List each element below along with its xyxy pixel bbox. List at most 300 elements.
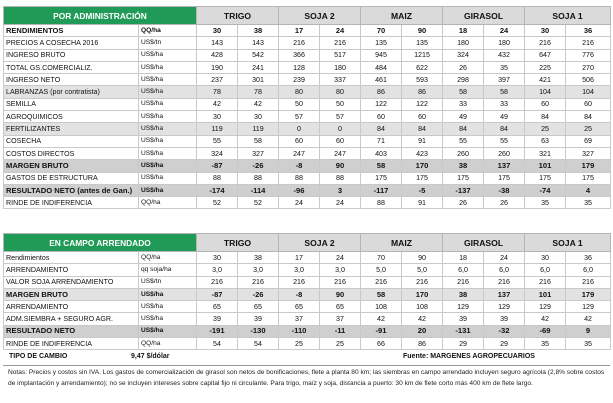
value-cell: 180 bbox=[320, 61, 361, 73]
value-cell: -38 bbox=[484, 184, 525, 196]
value-cell: 101 bbox=[525, 288, 566, 300]
value-cell: 135 bbox=[402, 37, 443, 49]
value-cell: 84 bbox=[443, 123, 484, 135]
value-cell: 225 bbox=[525, 61, 566, 73]
value-cell: 5,0 bbox=[402, 264, 443, 276]
value-cell: 190 bbox=[197, 61, 238, 73]
table-row bbox=[4, 325, 611, 337]
value-cell: 366 bbox=[279, 49, 320, 61]
value-cell: -191 bbox=[197, 325, 238, 337]
value-cell: 38 bbox=[238, 25, 279, 37]
row-unit: US$/tn bbox=[139, 37, 197, 49]
row-label: GASTOS DE ESTRUCTURA bbox=[4, 172, 139, 184]
value-cell: 6,0 bbox=[566, 264, 611, 276]
value-cell: 91 bbox=[402, 197, 443, 209]
footer-divider bbox=[3, 365, 610, 366]
table-row bbox=[4, 276, 611, 288]
value-cell: 30 bbox=[197, 252, 238, 264]
value-cell: 25 bbox=[566, 123, 611, 135]
value-cell: 260 bbox=[484, 147, 525, 159]
value-cell: 90 bbox=[320, 288, 361, 300]
value-cell: 129 bbox=[443, 301, 484, 313]
row-label: TOTAL GS.COMERCIALIZ. bbox=[4, 61, 139, 73]
value-cell: 84 bbox=[484, 123, 525, 135]
value-cell: 216 bbox=[443, 276, 484, 288]
section-title: EN CAMPO ARRENDADO bbox=[4, 234, 197, 252]
value-cell: 647 bbox=[525, 49, 566, 61]
value-cell: 6,0 bbox=[484, 264, 525, 276]
rent-margin-table bbox=[3, 233, 611, 350]
row-label: RINDE DE INDIFERENCIA bbox=[4, 197, 139, 209]
value-cell: 593 bbox=[402, 74, 443, 86]
value-cell: 29 bbox=[484, 338, 525, 350]
crop-header: TRIGO bbox=[197, 7, 279, 25]
value-cell: -11 bbox=[320, 325, 361, 337]
value-cell: 324 bbox=[197, 147, 238, 159]
value-cell: 65 bbox=[320, 301, 361, 313]
row-unit: US$/ha bbox=[139, 301, 197, 313]
value-cell: 86 bbox=[402, 338, 443, 350]
row-label: COSECHA bbox=[4, 135, 139, 147]
value-cell: 29 bbox=[443, 338, 484, 350]
value-cell: -8 bbox=[279, 288, 320, 300]
value-cell: 143 bbox=[197, 37, 238, 49]
row-unit: US$/ha bbox=[139, 111, 197, 123]
row-label: LABRANZAS (por contratista) bbox=[4, 86, 139, 98]
value-cell: 50 bbox=[320, 98, 361, 110]
row-unit: US$/ha bbox=[139, 184, 197, 196]
value-cell: 298 bbox=[443, 74, 484, 86]
value-cell: 52 bbox=[197, 197, 238, 209]
value-cell: 84 bbox=[566, 111, 611, 123]
value-cell: 216 bbox=[525, 37, 566, 49]
value-cell: 143 bbox=[238, 37, 279, 49]
section-title: POR ADMINISTRACIÓN bbox=[4, 7, 197, 25]
row-unit: QQ/ha bbox=[139, 25, 197, 37]
value-cell: 39 bbox=[443, 313, 484, 325]
row-label: RESULTADO NETO (antes de Gan.) bbox=[4, 184, 139, 196]
value-cell: 49 bbox=[484, 111, 525, 123]
value-cell: 216 bbox=[320, 37, 361, 49]
row-unit: US$/ha bbox=[139, 172, 197, 184]
row-label: RENDIMIENTOS bbox=[4, 25, 139, 37]
value-cell: 25 bbox=[279, 338, 320, 350]
value-cell: 38 bbox=[238, 252, 279, 264]
value-cell: 37 bbox=[279, 313, 320, 325]
value-cell: 327 bbox=[566, 147, 611, 159]
value-cell: -26 bbox=[238, 160, 279, 172]
admin-table-body bbox=[4, 7, 611, 209]
value-cell: 216 bbox=[279, 37, 320, 49]
value-cell: 216 bbox=[238, 276, 279, 288]
table-row bbox=[4, 252, 611, 264]
value-cell: 129 bbox=[525, 301, 566, 313]
row-unit: US$/ha bbox=[139, 160, 197, 172]
value-cell: 1215 bbox=[402, 49, 443, 61]
crop-header: SOJA 1 bbox=[525, 7, 611, 25]
table-row bbox=[4, 111, 611, 123]
value-cell: 30 bbox=[525, 252, 566, 264]
row-label: SEMILLA bbox=[4, 98, 139, 110]
value-cell: 88 bbox=[238, 172, 279, 184]
table-row bbox=[4, 313, 611, 325]
crop-header: GIRASOL bbox=[443, 7, 525, 25]
value-cell: 84 bbox=[402, 123, 443, 135]
row-unit: US$/ha bbox=[139, 313, 197, 325]
row-label: MARGEN BRUTO bbox=[4, 288, 139, 300]
value-cell: 90 bbox=[320, 160, 361, 172]
value-cell: 90 bbox=[402, 252, 443, 264]
row-label: MARGEN BRUTO bbox=[4, 160, 139, 172]
value-cell: 216 bbox=[197, 276, 238, 288]
value-cell: 17 bbox=[279, 252, 320, 264]
value-cell: -26 bbox=[238, 288, 279, 300]
table-row bbox=[4, 288, 611, 300]
value-cell: 3,0 bbox=[279, 264, 320, 276]
value-cell: 42 bbox=[402, 313, 443, 325]
value-cell: 60 bbox=[402, 111, 443, 123]
value-cell: 35 bbox=[484, 61, 525, 73]
value-cell: 135 bbox=[361, 37, 402, 49]
value-cell: 91 bbox=[402, 135, 443, 147]
value-cell: 49 bbox=[443, 111, 484, 123]
crop-header: SOJA 1 bbox=[525, 234, 611, 252]
admin-margin-table bbox=[3, 6, 611, 209]
row-unit: US$/ha bbox=[139, 86, 197, 98]
value-cell: 129 bbox=[566, 301, 611, 313]
table-row bbox=[4, 160, 611, 172]
value-cell: 78 bbox=[238, 86, 279, 98]
value-cell: 3,0 bbox=[320, 264, 361, 276]
value-cell: 175 bbox=[361, 172, 402, 184]
value-cell: 506 bbox=[566, 74, 611, 86]
value-cell: 86 bbox=[402, 86, 443, 98]
row-label: INGRESO NETO bbox=[4, 74, 139, 86]
row-unit: US$/ha bbox=[139, 135, 197, 147]
value-cell: -130 bbox=[238, 325, 279, 337]
value-cell: 216 bbox=[402, 276, 443, 288]
value-cell: 327 bbox=[238, 147, 279, 159]
value-cell: 78 bbox=[197, 86, 238, 98]
value-cell: 24 bbox=[320, 252, 361, 264]
value-cell: 247 bbox=[279, 147, 320, 159]
table-row bbox=[4, 135, 611, 147]
value-cell: 80 bbox=[279, 86, 320, 98]
table-row bbox=[4, 172, 611, 184]
value-cell: -137 bbox=[443, 184, 484, 196]
value-cell: 137 bbox=[484, 288, 525, 300]
value-cell: 270 bbox=[566, 61, 611, 73]
crop-header: GIRASOL bbox=[443, 234, 525, 252]
value-cell: 26 bbox=[443, 61, 484, 73]
value-cell: 35 bbox=[566, 197, 611, 209]
row-unit: US$/ha bbox=[139, 123, 197, 135]
value-cell: 301 bbox=[238, 74, 279, 86]
value-cell: 35 bbox=[566, 338, 611, 350]
value-cell: 216 bbox=[484, 276, 525, 288]
value-cell: 58 bbox=[238, 135, 279, 147]
value-cell: 432 bbox=[484, 49, 525, 61]
value-cell: 55 bbox=[197, 135, 238, 147]
value-cell: 90 bbox=[402, 25, 443, 37]
value-cell: 55 bbox=[443, 135, 484, 147]
exchange-rate-label: TIPO DE CAMBIO bbox=[9, 353, 68, 360]
row-label: Rendimientos bbox=[4, 252, 139, 264]
value-cell: 26 bbox=[484, 197, 525, 209]
value-cell: 60 bbox=[566, 98, 611, 110]
value-cell: 42 bbox=[525, 313, 566, 325]
value-cell: 170 bbox=[402, 160, 443, 172]
value-cell: 216 bbox=[566, 276, 611, 288]
value-cell: 88 bbox=[197, 172, 238, 184]
value-cell: 88 bbox=[361, 197, 402, 209]
value-cell: 128 bbox=[279, 61, 320, 73]
value-cell: -96 bbox=[279, 184, 320, 196]
value-cell: 88 bbox=[320, 172, 361, 184]
value-cell: 104 bbox=[525, 86, 566, 98]
value-cell: 66 bbox=[361, 338, 402, 350]
value-cell: 71 bbox=[361, 135, 402, 147]
exchange-rate-value: 9,47 $/dólar bbox=[131, 353, 170, 360]
value-cell: 54 bbox=[197, 338, 238, 350]
value-cell: 180 bbox=[443, 37, 484, 49]
header-row bbox=[4, 234, 611, 252]
value-cell: 129 bbox=[484, 301, 525, 313]
table-row bbox=[4, 37, 611, 49]
value-cell: 24 bbox=[279, 197, 320, 209]
row-label: VALOR SOJA ARRENDAMIENTO bbox=[4, 276, 139, 288]
value-cell: 175 bbox=[402, 172, 443, 184]
value-cell: 622 bbox=[402, 61, 443, 73]
value-cell: 33 bbox=[484, 98, 525, 110]
value-cell: 42 bbox=[197, 98, 238, 110]
value-cell: 776 bbox=[566, 49, 611, 61]
value-cell: 18 bbox=[443, 252, 484, 264]
table-row bbox=[4, 74, 611, 86]
crop-header: SOJA 2 bbox=[279, 7, 361, 25]
value-cell: 30 bbox=[197, 25, 238, 37]
value-cell: 60 bbox=[320, 135, 361, 147]
value-cell: 0 bbox=[279, 123, 320, 135]
table-row bbox=[4, 61, 611, 73]
value-cell: 26 bbox=[443, 197, 484, 209]
value-cell: 108 bbox=[361, 301, 402, 313]
value-cell: 119 bbox=[238, 123, 279, 135]
value-cell: -87 bbox=[197, 288, 238, 300]
crop-header: TRIGO bbox=[197, 234, 279, 252]
value-cell: 60 bbox=[279, 135, 320, 147]
value-cell: 58 bbox=[361, 288, 402, 300]
value-cell: 3,0 bbox=[238, 264, 279, 276]
table-row bbox=[4, 184, 611, 196]
value-cell: -114 bbox=[238, 184, 279, 196]
value-cell: 30 bbox=[525, 25, 566, 37]
value-cell: 58 bbox=[484, 86, 525, 98]
value-cell: 69 bbox=[566, 135, 611, 147]
value-cell: 108 bbox=[402, 301, 443, 313]
value-cell: 70 bbox=[361, 252, 402, 264]
row-label: ARRENDAMIENTO bbox=[4, 301, 139, 313]
value-cell: 175 bbox=[443, 172, 484, 184]
value-cell: 104 bbox=[566, 86, 611, 98]
value-cell: 25 bbox=[320, 338, 361, 350]
value-cell: 38 bbox=[443, 160, 484, 172]
value-cell: -8 bbox=[279, 160, 320, 172]
value-cell: 54 bbox=[238, 338, 279, 350]
value-cell: 241 bbox=[238, 61, 279, 73]
value-cell: -110 bbox=[279, 325, 320, 337]
value-cell: 216 bbox=[566, 37, 611, 49]
row-unit: qq soja/ha bbox=[139, 264, 197, 276]
exchange-rate-row bbox=[3, 353, 610, 364]
value-cell: 6,0 bbox=[525, 264, 566, 276]
value-cell: 3,0 bbox=[197, 264, 238, 276]
value-cell: 24 bbox=[320, 25, 361, 37]
row-label: FERTILIZANTES bbox=[4, 123, 139, 135]
value-cell: -5 bbox=[402, 184, 443, 196]
value-cell: 122 bbox=[361, 98, 402, 110]
value-cell: 36 bbox=[566, 25, 611, 37]
row-unit: US$/ha bbox=[139, 325, 197, 337]
value-cell: -91 bbox=[361, 325, 402, 337]
value-cell: 60 bbox=[361, 111, 402, 123]
value-cell: -32 bbox=[484, 325, 525, 337]
value-cell: 337 bbox=[320, 74, 361, 86]
row-label: ADM.SIEMBRA + SEGURO AGR. bbox=[4, 313, 139, 325]
value-cell: 55 bbox=[484, 135, 525, 147]
table-row bbox=[4, 25, 611, 37]
value-cell: 39 bbox=[197, 313, 238, 325]
value-cell: 179 bbox=[566, 160, 611, 172]
crop-header: MAIZ bbox=[361, 234, 443, 252]
table-row bbox=[4, 86, 611, 98]
value-cell: 86 bbox=[361, 86, 402, 98]
value-cell: 461 bbox=[361, 74, 402, 86]
value-cell: 35 bbox=[525, 338, 566, 350]
value-cell: 24 bbox=[484, 25, 525, 37]
table-row bbox=[4, 98, 611, 110]
header-row bbox=[4, 7, 611, 25]
value-cell: 247 bbox=[320, 147, 361, 159]
value-cell: 65 bbox=[197, 301, 238, 313]
value-cell: 60 bbox=[525, 98, 566, 110]
row-label: AGROQUIMICOS bbox=[4, 111, 139, 123]
notes-text: Notas: Precios y costos sin IVA. Los gastos de comercialización de girasol son netos de bonificaciones, flete a planta 80 km; las siembras en campo arrendado incluyen seguro agrícola (2,8% sobre costos de implantación y arrendamiento); no se incluyen intereses sobre capital fijo ni circulante. Para trigo, maíz y soja, distancia a puerto: 30 km de flete corto más 400 km de flete largo. bbox=[8, 369, 605, 387]
value-cell: 5,0 bbox=[361, 264, 402, 276]
row-label: COSTOS DIRECTOS bbox=[4, 147, 139, 159]
row-unit: QQ/ha bbox=[139, 338, 197, 350]
value-cell: 24 bbox=[320, 197, 361, 209]
value-cell: 321 bbox=[525, 147, 566, 159]
value-cell: 70 bbox=[361, 25, 402, 37]
value-cell: 122 bbox=[402, 98, 443, 110]
row-unit: US$/ha bbox=[139, 61, 197, 73]
value-cell: 137 bbox=[484, 160, 525, 172]
value-cell: 945 bbox=[361, 49, 402, 61]
value-cell: 216 bbox=[320, 276, 361, 288]
value-cell: 65 bbox=[279, 301, 320, 313]
value-cell: 42 bbox=[361, 313, 402, 325]
row-label: RESULTADO NETO bbox=[4, 325, 139, 337]
value-cell: 175 bbox=[484, 172, 525, 184]
value-cell: 80 bbox=[320, 86, 361, 98]
value-cell: 421 bbox=[525, 74, 566, 86]
value-cell: -74 bbox=[525, 184, 566, 196]
value-cell: 3 bbox=[320, 184, 361, 196]
value-cell: 239 bbox=[279, 74, 320, 86]
value-cell: 17 bbox=[279, 25, 320, 37]
value-cell: 38 bbox=[443, 288, 484, 300]
row-label: INGRESO BRUTO bbox=[4, 49, 139, 61]
value-cell: 175 bbox=[566, 172, 611, 184]
value-cell: 20 bbox=[402, 325, 443, 337]
value-cell: 180 bbox=[484, 37, 525, 49]
value-cell: 237 bbox=[197, 74, 238, 86]
value-cell: 84 bbox=[361, 123, 402, 135]
value-cell: 57 bbox=[320, 111, 361, 123]
row-unit: QQ/ha bbox=[139, 197, 197, 209]
value-cell: -131 bbox=[443, 325, 484, 337]
row-unit: US$/ha bbox=[139, 49, 197, 61]
table-row bbox=[4, 197, 611, 209]
value-cell: 63 bbox=[525, 135, 566, 147]
table-row bbox=[4, 264, 611, 276]
value-cell: 517 bbox=[320, 49, 361, 61]
value-cell: 36 bbox=[566, 252, 611, 264]
value-cell: 9 bbox=[566, 325, 611, 337]
value-cell: 260 bbox=[443, 147, 484, 159]
value-cell: -69 bbox=[525, 325, 566, 337]
value-cell: 6,0 bbox=[443, 264, 484, 276]
value-cell: 170 bbox=[402, 288, 443, 300]
value-cell: 37 bbox=[320, 313, 361, 325]
value-cell: -87 bbox=[197, 160, 238, 172]
table-row bbox=[4, 301, 611, 313]
row-label: PRECIOS A COSECHA 2016 bbox=[4, 37, 139, 49]
row-label: RINDE DE INDIFERENCIA bbox=[4, 338, 139, 350]
row-unit: US$/tn bbox=[139, 276, 197, 288]
value-cell: 4 bbox=[566, 184, 611, 196]
value-cell: 33 bbox=[443, 98, 484, 110]
value-cell: 42 bbox=[566, 313, 611, 325]
value-cell: 542 bbox=[238, 49, 279, 61]
value-cell: 88 bbox=[279, 172, 320, 184]
value-cell: -117 bbox=[361, 184, 402, 196]
value-cell: 39 bbox=[238, 313, 279, 325]
source-credit: Fuente: MARGENES AGROPECUARIOS bbox=[403, 353, 535, 360]
table-row bbox=[4, 123, 611, 135]
value-cell: 30 bbox=[238, 111, 279, 123]
value-cell: 179 bbox=[566, 288, 611, 300]
value-cell: 57 bbox=[279, 111, 320, 123]
value-cell: 52 bbox=[238, 197, 279, 209]
value-cell: 42 bbox=[238, 98, 279, 110]
value-cell: 484 bbox=[361, 61, 402, 73]
row-unit: US$/ha bbox=[139, 98, 197, 110]
table-row bbox=[4, 338, 611, 350]
value-cell: 175 bbox=[525, 172, 566, 184]
crop-header: SOJA 2 bbox=[279, 234, 361, 252]
table-row bbox=[4, 49, 611, 61]
value-cell: 0 bbox=[320, 123, 361, 135]
value-cell: 24 bbox=[484, 252, 525, 264]
rent-table-body bbox=[4, 234, 611, 350]
value-cell: 25 bbox=[525, 123, 566, 135]
row-unit: QQ/ha bbox=[139, 252, 197, 264]
value-cell: -174 bbox=[197, 184, 238, 196]
value-cell: 216 bbox=[361, 276, 402, 288]
value-cell: 216 bbox=[525, 276, 566, 288]
